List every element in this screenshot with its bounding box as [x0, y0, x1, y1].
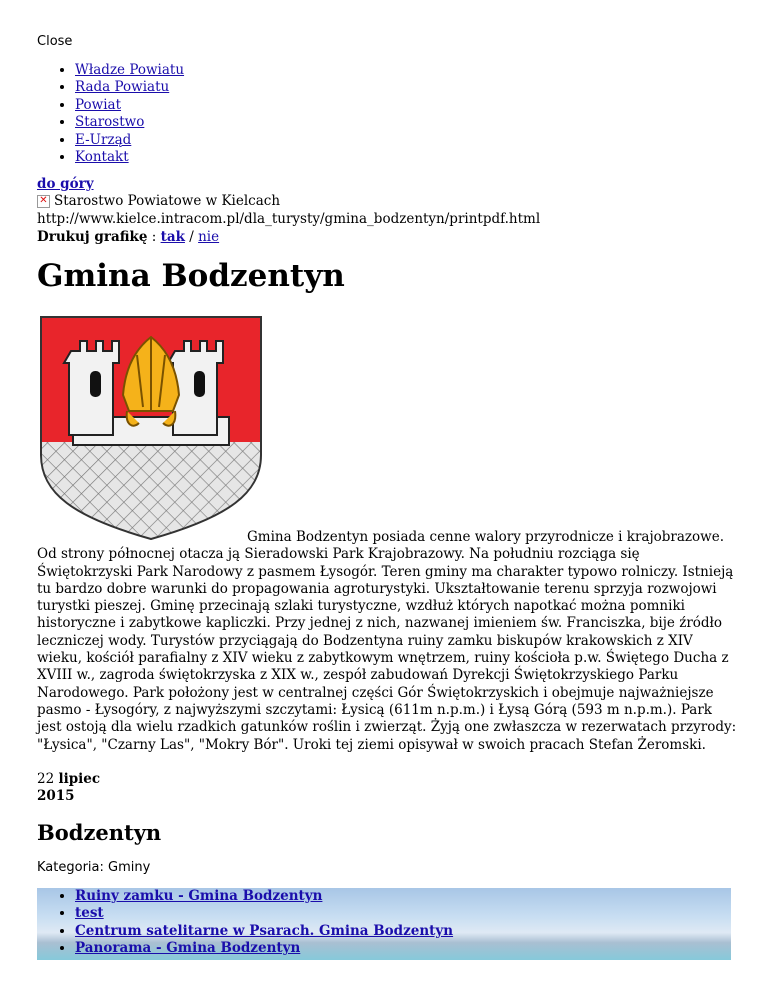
section-title: Bodzentyn — [37, 820, 162, 845]
main-nav — [37, 62, 184, 166]
page-url: http://www.kielce.intracom.pl/dla_turysty/gmina_bodzentyn/printpdf.html — [37, 211, 541, 227]
nav-link-eurzad[interactable]: E-Urząd — [75, 131, 132, 148]
related-link[interactable]: test — [75, 905, 104, 922]
org-name: Starostwo Powiatowe w Kielcach — [54, 193, 281, 209]
related-link[interactable]: Panorama - Gmina Bodzentyn — [75, 940, 301, 957]
date-year: 2015 — [37, 788, 75, 805]
date-month: lipiec — [58, 771, 101, 787]
close-button[interactable]: Close — [37, 34, 73, 49]
back-to-top — [37, 176, 94, 192]
list-item — [75, 923, 731, 940]
nav-item — [75, 79, 184, 96]
nav-link-powiat[interactable]: Powiat — [75, 96, 122, 113]
related-articles — [37, 888, 731, 960]
back-to-top-link[interactable]: do góry — [37, 176, 94, 192]
print-no-link[interactable]: nie — [198, 229, 220, 245]
list-item — [75, 905, 731, 922]
coat-of-arms-icon — [39, 315, 263, 545]
date-day: 22 — [37, 771, 55, 787]
nav-item — [75, 97, 184, 114]
nav-link-kontakt[interactable]: Kontakt — [75, 149, 129, 166]
nav-item — [75, 114, 184, 131]
list-item — [75, 888, 731, 905]
nav-link-rada[interactable]: Rada Powiatu — [75, 79, 170, 96]
broken-image-icon: ✕ — [37, 195, 50, 208]
nav-item — [75, 132, 184, 149]
print-yes-link[interactable]: tak — [160, 229, 185, 245]
nav-item — [75, 62, 184, 79]
print-options — [37, 229, 219, 245]
print-slash: / — [184, 229, 199, 245]
page-title: Gmina Bodzentyn — [37, 258, 345, 294]
nav-link-starostwo[interactable]: Starostwo — [75, 114, 145, 131]
related-link[interactable]: Ruiny zamku - Gmina Bodzentyn — [75, 888, 323, 904]
category-label: Kategoria: Gminy — [37, 860, 151, 875]
org-header — [37, 193, 280, 209]
print-separator: : — [147, 229, 161, 245]
publish-date — [37, 771, 100, 806]
nav-link-wladze[interactable]: Władze Powiatu — [75, 62, 185, 78]
description-paragraph: Gmina Bodzentyn posiada cenne walory przyrodnicze i krajobrazowe. Od strony północnej otacza ją Sieradowski Park Krajobrazowy. Na południu rozciąga się Świętokrzyski Park Narodowy z pasmem Łysogór. Teren gminy ma charakter typowo rolniczy. Istnieją tu bardzo dobre warunki do propagowania agroturystyki. Ukształtowanie terenu sprzyja rozwojowi turystki pieszej. Gminę przecinają szlaki turystyczne, wzdłuż których napotkać można pomniki historyczne i zabytkowe kapliczki. Przy jednej z nich, nazwanej imieniem św. Franciszka, bije źródło leczniczej wody. Turystów przyciągają do Bodzentyna ruiny zamku biskupów krakowskich z XIV wieku, kościół parafialny z XIV wieku z zabytkowym wnętrzem, ruiny kościoła p.w. Świętego Ducha z XVIII w., zagroda świętokrzyska z XIX w., zespół zabudowań Dyrekcji Świętokrzyskiego Parku Narodowego. Park położony jest w centralnej części Gór Świętokrzyskich i obejmuje najważniejsze pasmo - Łysogóry, z najwyższymi szczytami: Łysicą (611m n.p.m.) i Łysą Górą (593 m n.p.m.). Park jest ostoją dla wielu rzadkich gatunków roślin i zwierząt. Żyją one zwłaszcza w rezerwatach przyrody: "Łysica", "Czarny Las", "Mokry Bór". Uroki tej ziemi opisywał w swoich pracach Stefan Żeromski. — [37, 529, 737, 753]
nav-item — [75, 149, 184, 166]
related-link[interactable]: Centrum satelitarne w Psarach. Gmina Bodzentyn — [75, 922, 454, 939]
print-label: Drukuj grafikę — [37, 229, 148, 245]
list-item — [75, 940, 731, 957]
